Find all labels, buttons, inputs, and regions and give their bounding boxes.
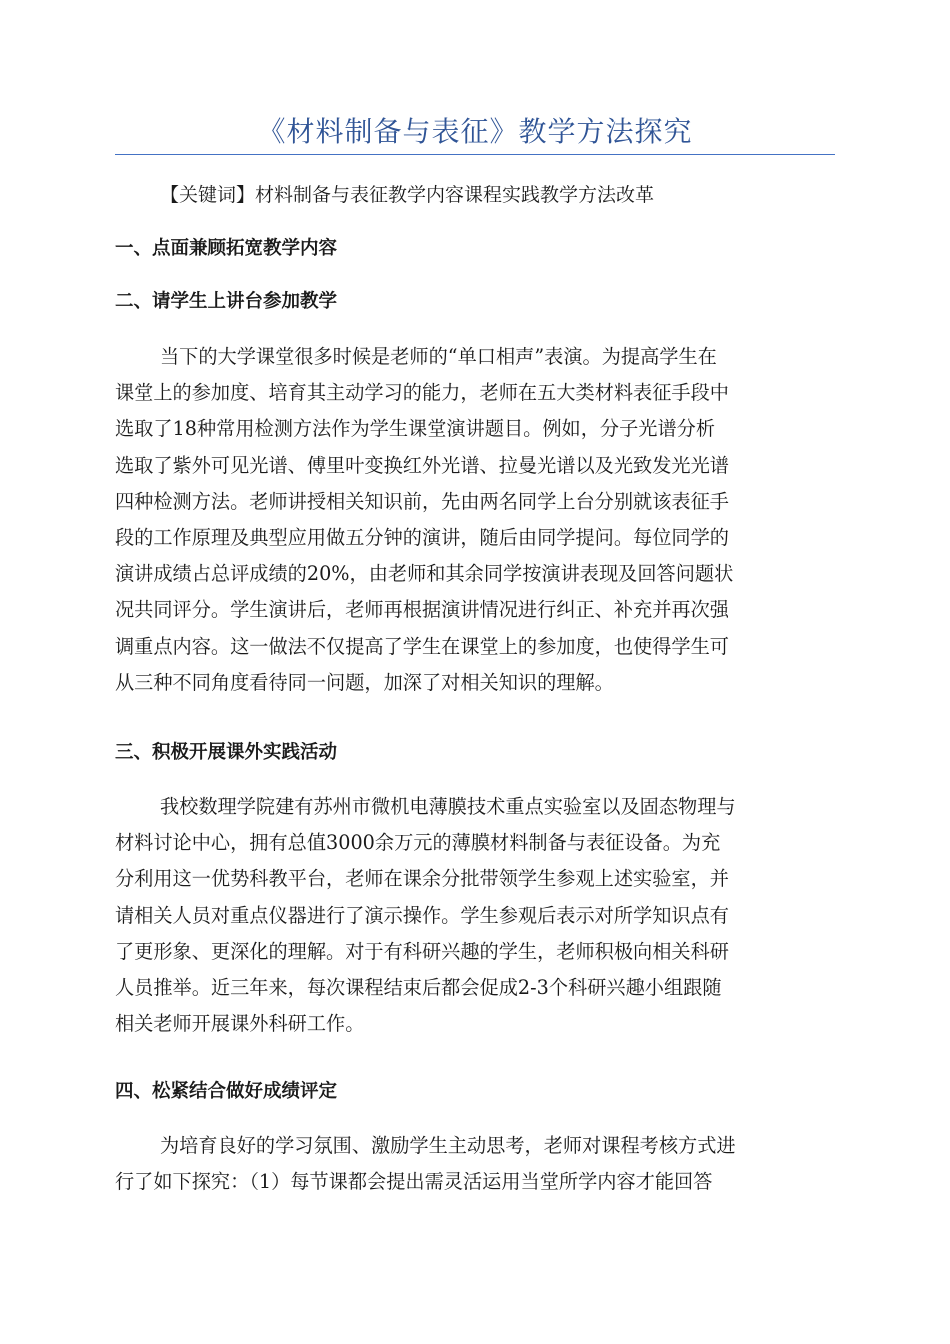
section-heading-3: 三、积极开展课外实践活动 (115, 742, 338, 763)
section-heading-2: 二、请学生上讲台参加教学 (115, 291, 338, 312)
paragraph-line: 分利用这一优势科教平台，老师在课余分批带领学生参观上述实验室，并 (115, 867, 729, 891)
section-heading-4: 四、松紧结合做好成绩评定 (115, 1081, 338, 1102)
paragraph-line: 当下的大学课堂很多时候是老师的“单口相声”表演。为提高学生在 (160, 345, 717, 368)
paragraph-line: 课堂上的参加度、培育其主动学习的能力，老师在五大类材料表征手段中 (115, 381, 729, 405)
paragraph-line: 行了如下探究：（1）每节课都会提出需灵活运用当堂所学内容才能回答 (115, 1170, 713, 1194)
keywords-line: 【关键词】材料制备与表征教学内容课程实践教学方法改革 (160, 184, 655, 206)
paragraph-line: 为培育良好的学习氛围、激励学生主动思考，老师对课程考核方式进 (160, 1134, 736, 1157)
paragraph-line: 演讲成绩占总评成绩的20%，由老师和其余同学按演讲表现及回答问题状 (115, 562, 734, 586)
paragraph-line: 人员推举。近三年来，每次课程结束后都会促成2-3个科研兴趣小组跟随 (115, 975, 722, 999)
paragraph-line: 四种检测方法。老师讲授相关知识前，先由两名同学上台分别就该表征手 (115, 489, 729, 513)
paragraph-line: 从三种不同角度看待同一问题，加深了对相关知识的理解。 (115, 670, 614, 694)
paragraph-line: 请相关人员对重点仪器进行了演示操作。学生参观后表示对所学知识点有 (115, 903, 729, 927)
paragraph-line: 选取了紫外可见光谱、傅里叶变换红外光谱、拉曼光谱以及光致发光光谱 (115, 453, 729, 477)
paragraph-line: 调重点内容。这一做法不仅提高了学生在课堂上的参加度，也使得学生可 (115, 634, 729, 658)
section-heading-1: 一、点面兼顾拓宽教学内容 (115, 238, 338, 259)
title-underline (115, 154, 835, 155)
section-paragraph-4 (115, 1128, 837, 1200)
paragraph-line: 材料讨论中心，拥有总值3000余万元的薄膜材料制备与表征设备。为充 (115, 831, 721, 855)
paragraph-line: 了更形象、更深化的理解。对于有科研兴趣的学生，老师积极向相关科研 (115, 939, 729, 963)
paragraph-line: 我校数理学院建有苏州市微机电薄膜技术重点实验室以及固态物理与 (160, 795, 736, 818)
section-paragraph-2 (115, 339, 837, 701)
document-title: 《材料制备与表征》教学方法探究 (257, 115, 693, 148)
paragraph-line: 况共同评分。学生演讲后，老师再根据演讲情况进行纠正、补充并再次强 (115, 598, 729, 622)
paragraph-line: 相关老师开展课外科研工作。 (115, 1012, 365, 1036)
section-paragraph-3 (115, 789, 837, 1042)
paragraph-line: 段的工作原理及典型应用做五分钟的演讲，随后由同学提问。每位同学的 (115, 525, 729, 549)
paragraph-line: 选取了18种常用检测方法作为学生课堂演讲题目。例如，分子光谱分析 (115, 417, 716, 441)
